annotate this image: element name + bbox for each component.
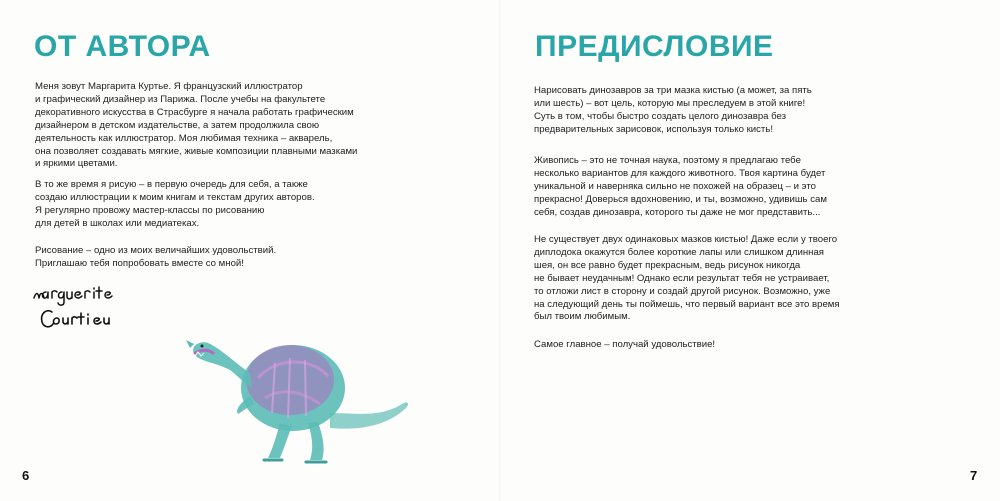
text-line: то отложи лист в сторону и создай другой рисунок. Возможно, уже: [534, 285, 831, 297]
text-line: диплодока окажутся более короткие лапы или слишком длинная: [534, 246, 824, 258]
text-line: для детей в школах или медиатеках.: [35, 217, 200, 229]
text-line: создаю иллюстрации к моим книгам и текстам других авторов.: [35, 191, 315, 203]
right-paragraph-4: [534, 339, 715, 352]
text-line: деятельность как иллюстратор. Моя любимая техника – акварель,: [35, 132, 333, 144]
right-paragraph-3: [534, 234, 840, 324]
text-line: не бывает неудачным! Однако если результат тебя не устраивает,: [534, 272, 830, 284]
text-line: Нарисовать динозавров за три мазка кистью (а может, за пять: [534, 85, 812, 96]
right-paragraph-2: [534, 155, 827, 220]
text-line: Суть в том, чтобы быстро создать целого динозавра без: [534, 110, 787, 122]
left-page-title: ОТ АВТОРА: [34, 30, 211, 63]
text-line: предварительных зарисовок, используя только кисть!: [534, 123, 773, 135]
text-line: себя, создав динозавра, которого ты даже не мог представить...: [534, 206, 821, 218]
text-line: В то же время я рисую – в первую очередь для себя, а также: [35, 179, 308, 190]
text-line: Приглашаю тебя попробовать вместе со мной!: [35, 257, 244, 269]
text-line: прекрасно! Доверься вдохновению, и ты, возможно, удивишь сам: [534, 193, 827, 205]
text-line: на следующий день ты поймешь, что первый вариант все это время: [534, 298, 840, 310]
text-line: Не существует двух одинаковых мазков кистью! Даже если у твоего: [534, 234, 838, 245]
text-line: Я регулярно провожу мастер-классы по рисованию: [35, 204, 265, 216]
page-number-right: 7: [970, 468, 978, 483]
text-line: уникальной и наверняка сильно не похожей на образец – и это: [534, 180, 816, 192]
text-line: несколько вариантов для каждого животного. Твоя картина будет: [534, 167, 826, 179]
right-paragraph-1: [534, 85, 812, 137]
text-line: Рисование – одно из моих величайших удовольствий.: [35, 245, 277, 256]
text-line: Живопись – это не точная наука, поэтому я предлагаю тебе: [534, 155, 801, 166]
text-line: или шесть) – вот цель, которую мы преследуем в этой книге!: [534, 97, 806, 109]
text-line: Самое главное – получай удовольствие!: [534, 339, 716, 350]
text-line: дизайнером в детском издательстве, а затем продолжила свою: [35, 119, 320, 131]
left-paragraph-1: [35, 81, 357, 171]
left-paragraph-3: [35, 245, 276, 271]
text-line: декоративного искусства в Страсбурге я начала работать графическим: [35, 106, 354, 118]
right-page: [500, 0, 1000, 501]
left-paragraph-2: [35, 179, 315, 231]
text-line: Меня зовут Маргарита Куртье. Я французский иллюстратор: [35, 81, 303, 92]
author-signature: [30, 282, 125, 334]
text-line: шея, он все равно будет прекрасным, ведь рисунок никогда: [534, 259, 801, 271]
text-line: она позволяет создавать мягкие, живые композиции плавными мазками: [35, 145, 358, 157]
text-line: и графический дизайнер из Парижа. После учебы на факультете: [35, 93, 326, 105]
dinosaur-watercolor-icon: [180, 318, 415, 473]
text-line: и яркими цветами.: [35, 158, 118, 170]
text-line: был твоим любимым.: [534, 311, 631, 323]
page-number-left: 6: [22, 468, 30, 483]
right-page-title: ПРЕДИСЛОВИЕ: [535, 30, 774, 63]
